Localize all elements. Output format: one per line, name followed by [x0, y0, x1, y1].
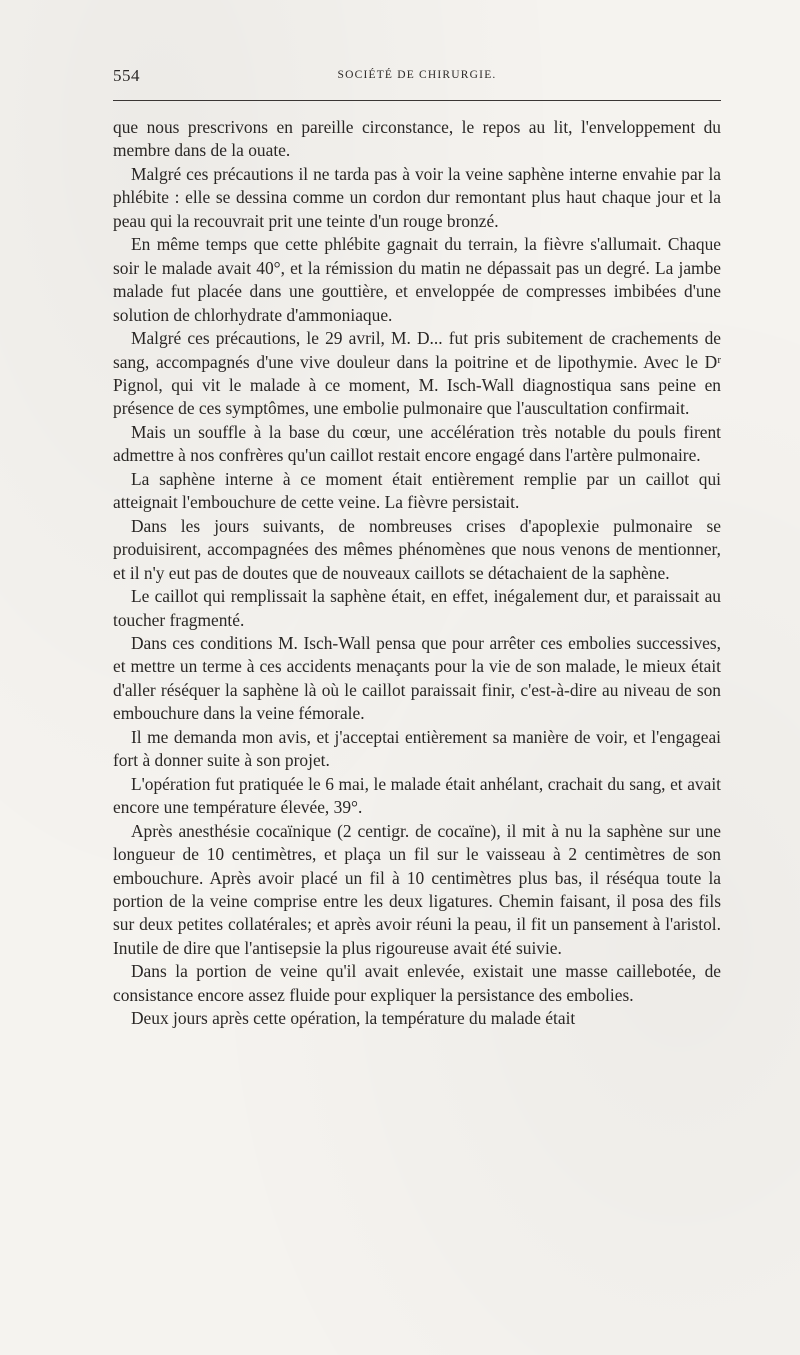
- running-head: SOCIÉTÉ DE CHIRURGIE.: [337, 69, 497, 81]
- paragraph: En même temps que cette phlébite gagnait du terrain, la fièvre s'allumait. Chaque soir le malade avait 40°, et la rémission du matin ne dépassait pas un degré. La jambe malade fut placée dans une gouttière, et enveloppée de compresses imbibées d'une solution de chlorhydrate d'ammoniaque.: [113, 234, 721, 325]
- paragraph: Le caillot qui remplissait la saphène était, en effet, inégalement dur, et paraissait au toucher fragmenté.: [113, 586, 721, 630]
- header-rule: [113, 100, 721, 101]
- paragraph: La saphène interne à ce moment était entièrement remplie par un caillot qui atteignait l'embouchure de cette veine. La fièvre persistait.: [113, 468, 721, 513]
- page-number: 554: [113, 66, 140, 85]
- paragraph: Il me demanda mon avis, et j'acceptai entièrement sa manière de voir, et l'engageai fort à donner suite à son projet.: [113, 726, 721, 771]
- paragraph: Mais un souffle à la base du cœur, une accélération très notable du pouls firent admettre à nos confrères qu'un caillot restait encore engagé dans l'artère pulmonaire.: [113, 421, 721, 466]
- page-header: [113, 66, 721, 88]
- paragraph: Dans ces conditions M. Isch-Wall pensa que pour arrêter ces embolies successives, et mettre un terme à ces accidents menaçants pour la vie de son malade, le mieux était d'aller réséquer la saphène là où le caillot paraissait finir, c'est-à-dire au niveau de son embouchure dans la veine fémorale.: [113, 632, 721, 724]
- paragraph: Malgré ces précautions il ne tarda pas à voir la veine saphène interne envahie par la phlébite : elle se dessina comme un cordon dur remontant plus haut chaque jour et la peau qui la recouvrait prit une teinte d'un rouge bronzé.: [113, 163, 721, 231]
- paragraph: que nous prescrivons en pareille circonstance, le repos au lit, l'enveloppement du membre dans de la ouate.: [113, 117, 721, 161]
- paragraph: Malgré ces précautions, le 29 avril, M. D... fut pris subitement de crachements de sang, accompagnés d'une vive douleur dans la poitrine et de lipothymie. Avec le Dʳ Pignol, qui vit le malade à ce moment, M. Isch-Wall diagnostiqua sans peine en présence de ces symptômes, une embolie pulmonaire que l'auscultation confirmait.: [113, 328, 721, 419]
- paragraph: Dans les jours suivants, de nombreuses crises d'apoplexie pulmonaire se produisirent, accompagnées des mêmes phénomènes que nous venons de mentionner, et il n'y eut pas de doutes que de nouveaux caillots se détachaient de la saphène.: [113, 515, 721, 583]
- paragraph: Après anesthésie cocaïnique (2 centigr. de cocaïne), il mit à nu la saphène sur une longueur de 10 centimètres, et plaça un fil sur le vaisseau à 2 centimètres de son embouchure. Après avoir placé un fil à 10 centimètres plus bas, il réséqua toute la portion de la veine comprise entre les deux ligatures. Chemin faisant, il posa des fils sur deux petites collatérales; et après avoir réuni la peau, il fit un pansement à l'aristol. Inutile de dire que l'antisepsie la plus rigoureuse avait été suivie.: [113, 820, 721, 958]
- paragraph: Deux jours après cette opération, la température du malade était: [131, 1008, 576, 1029]
- paragraph: L'opération fut pratiquée le 6 mai, le malade était anhélant, crachait du sang, et avait encore une température élevée, 39°.: [113, 773, 721, 818]
- body-text: [113, 116, 721, 1031]
- paragraph: Dans la portion de veine qu'il avait enlevée, existait une masse caillebotée, de consistance encore assez fluide pour expliquer la persistance des embolies.: [113, 961, 721, 1005]
